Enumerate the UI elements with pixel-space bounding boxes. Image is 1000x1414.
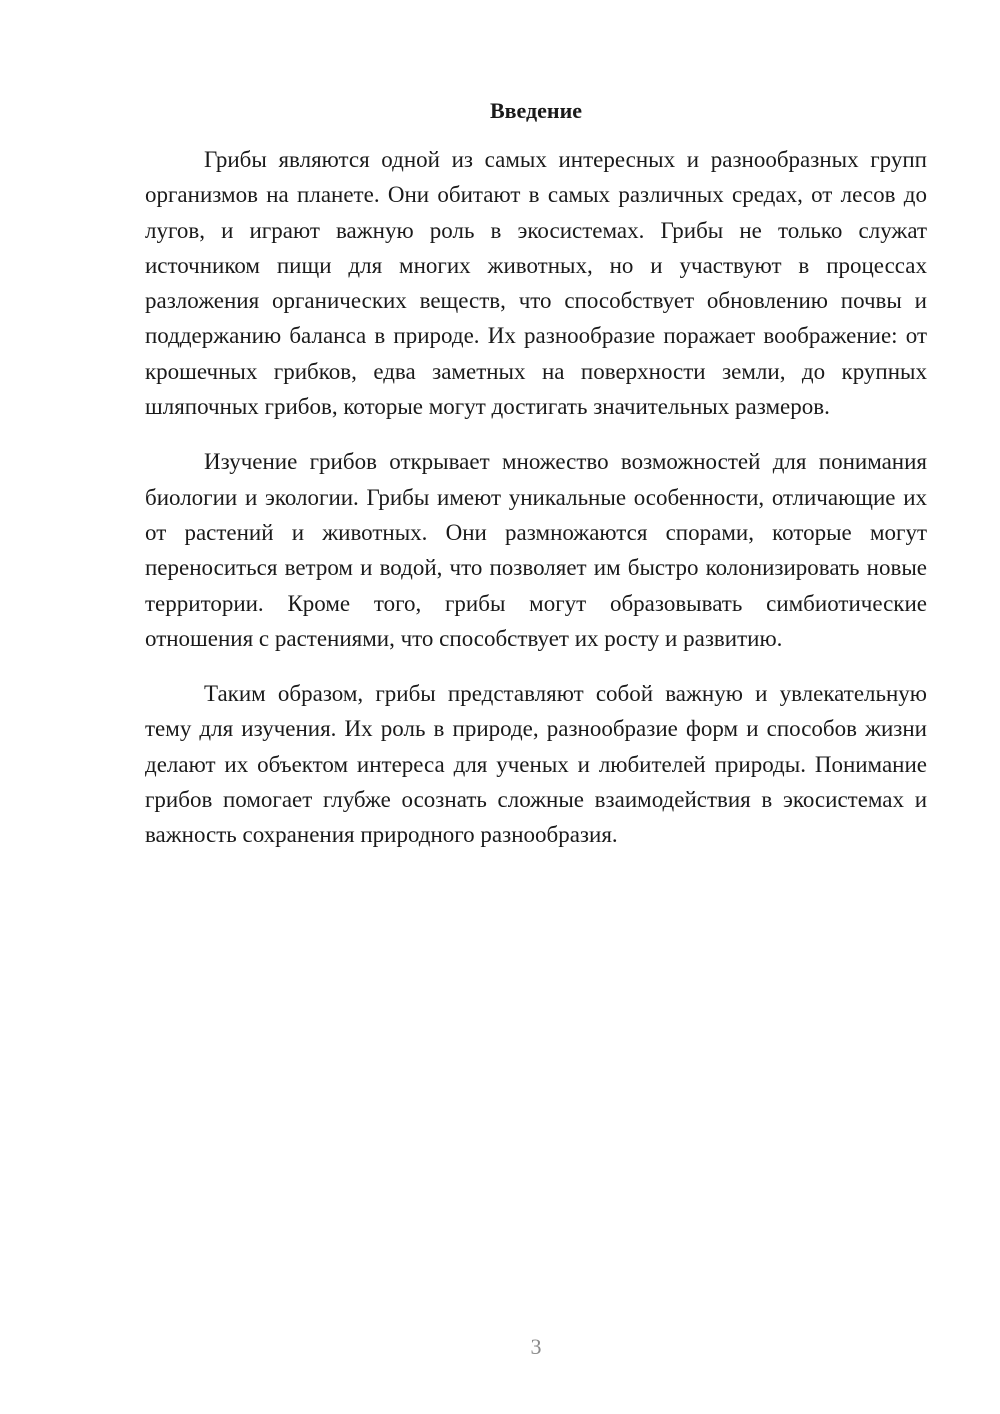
paragraph-2: Изучение грибов открывает множество возможностей для понимания биологии и экологии. Грибы имеют уникальные особенности, отличающие их от растений и животных. Они размножаются спорами, которые могут переноситься ветром и водой, что позволяет им быстро колонизировать новые территории. Кроме того, грибы могут образовывать симбиотические отношения с растениями, что способствует их росту и развитию. bbox=[145, 449, 927, 651]
paragraph-3: Таким образом, грибы представляют собой важную и увлекательную тему для изучения. Их роль в природе, разнообразие форм и способов жизни делают их объектом интереса для ученых и любителей природы. Понимание грибов помогает глубже осознать сложные взаимодействия в экосистемах и важность сохранения природного разнообразия. bbox=[145, 681, 927, 848]
section-heading: Введение bbox=[489, 98, 583, 123]
page-number: 3 bbox=[530, 1334, 542, 1359]
body-text bbox=[145, 142, 927, 873]
paragraph-1: Грибы являются одной из самых интересных и разнообразных групп организмов на планете. Они обитают в самых различных средах, от лесов до лугов, и играют важную роль в экосистемах. Грибы не только служат источником пищи для многих животных, но и участвуют в процессах разложения органических веществ, что способствует обновлению почвы и поддержанию баланса в природе. Их разнообразие поражает воображение: от крошечных грибков, едва заметных на поверхности земли, до крупных шляпочных грибов, которые могут достигать значительных размеров. bbox=[145, 147, 927, 420]
